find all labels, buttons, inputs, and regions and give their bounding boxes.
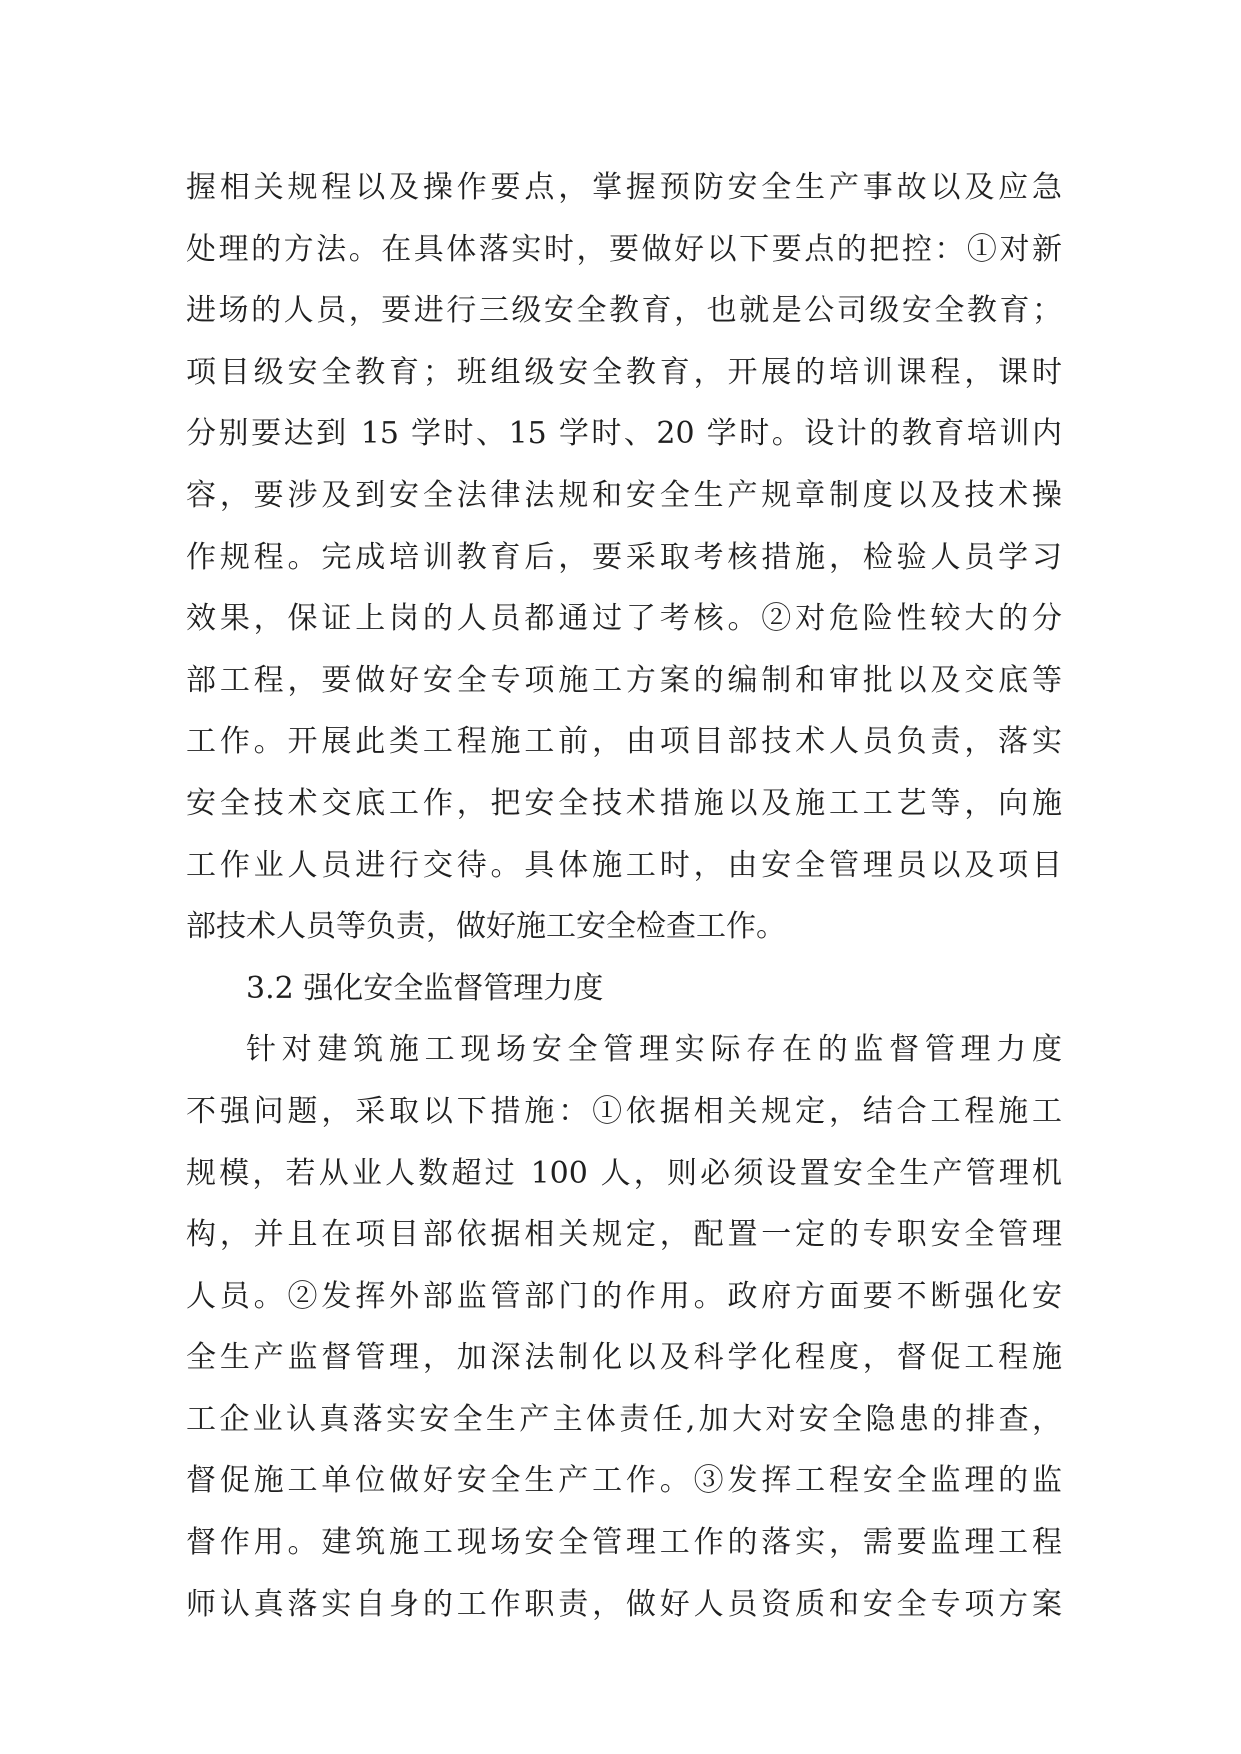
text-line: 不强问题，采取以下措施：①依据相关规定，结合工程施工 bbox=[186, 1093, 1062, 1129]
text-line: 效果，保证上岗的人员都通过了考核。②对危险性较大的分 bbox=[186, 601, 1062, 637]
text-line: 握相关规程以及操作要点，掌握预防安全生产事故以及应急 bbox=[186, 170, 1062, 205]
text-line: 构，并且在项目部依据相关规定，配置一定的专职安全管理 bbox=[186, 1217, 1062, 1253]
text-line: 分别要达到 15 学时、15 学时、20 学时。设计的教育培训内 bbox=[186, 416, 1062, 452]
text-line: 全生产监督管理，加深法制化以及科学化程度，督促工程施 bbox=[186, 1340, 1062, 1376]
text-line: 部技术人员等负责，做好施工安全检查工作。 bbox=[186, 909, 786, 945]
text-line: 师认真落实自身的工作职责，做好人员资质和安全专项方案 bbox=[186, 1586, 1062, 1622]
text-line: 工作。开展此类工程施工前，由项目部技术人员负责，落实 bbox=[186, 724, 1062, 760]
text-line: 规模，若从业人数超过 100 人，则必须设置安全生产管理机 bbox=[186, 1155, 1062, 1191]
text-line: 项目级安全教育；班组级安全教育，开展的培训课程，课时 bbox=[186, 354, 1062, 390]
text-line: 部工程，要做好安全专项施工方案的编制和审批以及交底等 bbox=[186, 662, 1062, 698]
text-line: 工企业认真落实安全生产主体责任,加大对安全隐患的排查， bbox=[186, 1401, 1062, 1437]
text-line: 容，要涉及到安全法律法规和安全生产规章制度以及技术操 bbox=[186, 477, 1062, 513]
text-line: 督促施工单位做好安全生产工作。③发挥工程安全监理的监 bbox=[186, 1463, 1062, 1499]
text-line: 人员。②发挥外部监管部门的作用。政府方面要不断强化安 bbox=[186, 1278, 1062, 1314]
paragraph-first-line: 针对建筑施工现场安全管理实际存在的监督管理力度 bbox=[246, 1032, 1062, 1068]
text-line: 作规程。完成培训教育后，要采取考核措施，检验人员学习 bbox=[186, 539, 1062, 575]
text-line: 处理的方法。在具体落实时，要做好以下要点的把控：①对新 bbox=[186, 231, 1062, 267]
section-heading: 3.2 强化安全监督管理力度 bbox=[246, 970, 604, 1006]
text-line: 工作业人员进行交待。具体施工时，由安全管理员以及项目 bbox=[186, 847, 1062, 883]
text-line: 安全技术交底工作，把安全技术措施以及施工工艺等，向施 bbox=[186, 785, 1062, 821]
body-text bbox=[186, 157, 1062, 1635]
text-line: 督作用。建筑施工现场安全管理工作的落实，需要监理工程 bbox=[186, 1525, 1062, 1561]
text-line: 进场的人员，要进行三级安全教育，也就是公司级安全教育； bbox=[186, 293, 1062, 329]
